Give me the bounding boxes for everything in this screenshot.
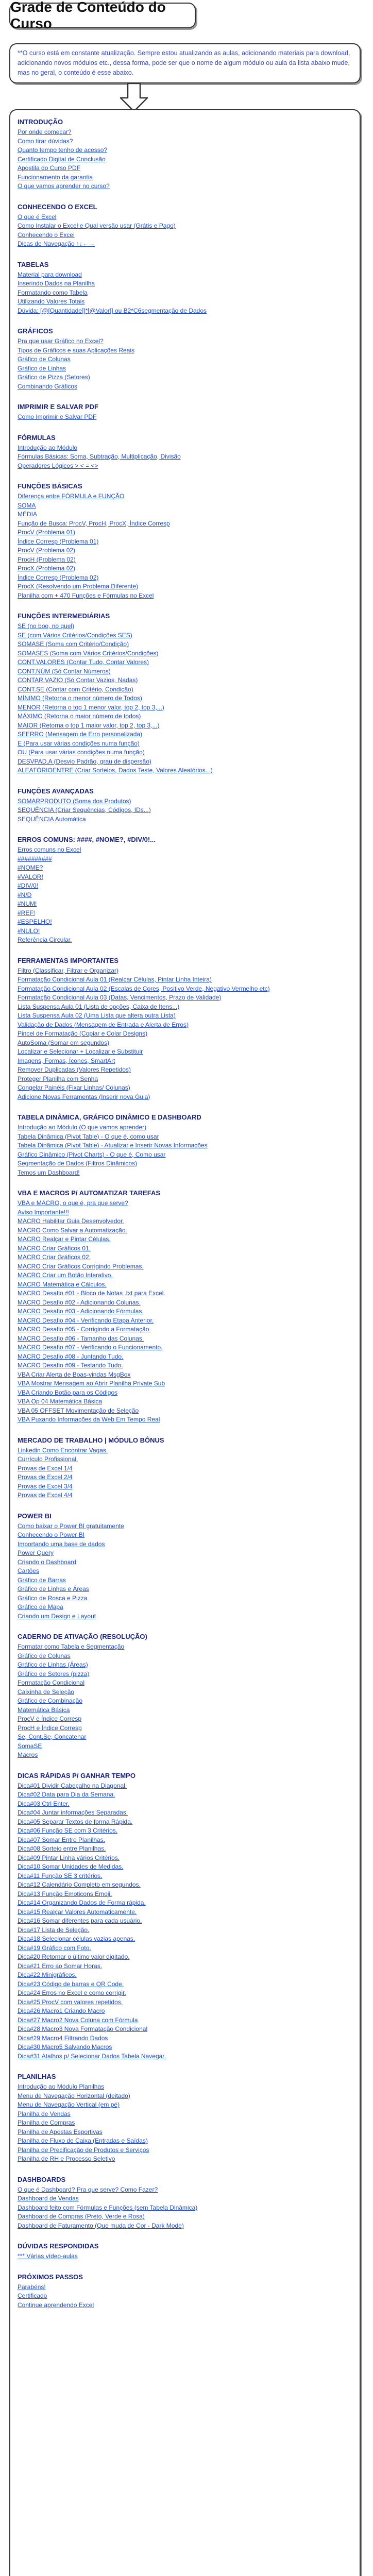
lesson-link[interactable]: ALEATÓRIOENTRE (Criar Sorteios, Dados Teste, Valores Aleatórios...) bbox=[18, 767, 213, 774]
outline-section bbox=[18, 1189, 352, 1425]
lesson-link[interactable]: Dica#22 Minigráficos. bbox=[18, 1971, 77, 1978]
lesson-link[interactable]: Formatação Condicional bbox=[18, 1679, 85, 1686]
lesson-link[interactable]: Provas de Excel 1/4 bbox=[18, 1464, 73, 1472]
lesson-link[interactable]: CONT.SE (Contar com Critério, Condição) bbox=[18, 685, 133, 693]
outline-section bbox=[18, 956, 352, 1102]
lesson-link[interactable]: Certificado bbox=[18, 2292, 47, 2299]
lesson-link[interactable]: Dashboard de Compras (Preto, Verde e Rosa) bbox=[18, 2213, 145, 2220]
intro-note: **O curso está em constante atualização. Sempre estou atualizando as aulas, adicionando materiais para download, adicionando novos módulos etc., dessa forma, pode ser que o nome de algum módulo ou aula da lista abaixo mude, mas no geral, o conteúdo é esse abaixo. bbox=[9, 43, 361, 83]
lesson-link[interactable]: #N/D bbox=[18, 891, 32, 899]
section-title: FUNÇÕES BÁSICAS bbox=[18, 482, 82, 490]
lesson-link[interactable]: Dica#15 Realçar Valores Automaticamente. bbox=[18, 1908, 137, 1916]
lesson-link[interactable]: O que é Dashboard? Pra que serve? Como Fazer? bbox=[18, 2185, 158, 2193]
lesson-link[interactable]: Dica#05 Separar Textos de forma Rápida. bbox=[18, 1818, 133, 1825]
lesson-link[interactable]: Dica#26 Macro1 Criando Macro bbox=[18, 2007, 105, 2014]
section-title: POWER BI bbox=[18, 1512, 52, 1520]
lesson-link[interactable]: Certificado Digital de Conclusão bbox=[18, 155, 106, 163]
lesson-link[interactable]: Dashboard de Faturamento (Que muda de Cor - Dark Mode) bbox=[18, 2222, 184, 2229]
lesson-link[interactable]: Dica#30 Macro5 Salvando Macros bbox=[18, 2043, 112, 2050]
outline-section bbox=[18, 2175, 352, 2231]
lesson-link[interactable]: CONT.NÚM (Só Contar Números) bbox=[18, 667, 111, 675]
lesson-link[interactable]: Localizar e Selecionar + Localizar e Substituir bbox=[18, 1048, 143, 1055]
lesson-link[interactable]: Utilizando Valores Totais bbox=[18, 298, 85, 305]
lesson-link[interactable]: MACRO Matemática e Cálculos. bbox=[18, 1280, 107, 1288]
lesson-link[interactable]: SomaSE bbox=[18, 1742, 42, 1750]
lesson-link[interactable]: Gráfico de Rosca e Pizza bbox=[18, 1594, 88, 1602]
section-title: GRÁFICOS bbox=[18, 327, 53, 335]
lesson-link[interactable]: VBA Op 04 Matemática Básica bbox=[18, 1398, 103, 1405]
lesson-link[interactable]: Operadores Lógicos > < = <> bbox=[18, 462, 98, 469]
outline-section bbox=[18, 1436, 352, 1500]
lesson-link[interactable]: #DIV/0! bbox=[18, 882, 39, 889]
lesson-link[interactable]: Índice Corresp (Problema 02) bbox=[18, 573, 99, 581]
section-title: PLANILHAS bbox=[18, 2073, 56, 2080]
lesson-link[interactable]: Parabéns! bbox=[18, 2283, 46, 2291]
section-title: INTRODUÇÃO bbox=[18, 118, 63, 126]
lesson-link[interactable]: Dica#10 Somar Unidades de Medidas. bbox=[18, 1863, 124, 1870]
section-title: IMPRIMIR E SALVAR PDF bbox=[18, 403, 98, 411]
lesson-link[interactable]: Dica#13 Função Emoticons Emoji. bbox=[18, 1890, 112, 1897]
lesson-link[interactable]: Linkedin Como Encontrar Vagas. bbox=[18, 1446, 108, 1454]
lesson-link[interactable]: Gráfico de Colunas bbox=[18, 355, 71, 363]
outline-section bbox=[18, 2242, 352, 2261]
lesson-link[interactable]: Gráfico de Barras bbox=[18, 1576, 66, 1584]
lesson-link[interactable]: Introdução ao Módulo bbox=[18, 444, 78, 451]
section-title: FUNÇÕES AVANÇADAS bbox=[18, 787, 94, 795]
lesson-link[interactable]: MENOR (Retorna o top 1 menor valor, top 2, top 3,...) bbox=[18, 703, 164, 711]
lesson-link[interactable]: MACRO Criar Gráficos 02. bbox=[18, 1253, 91, 1261]
outline-section bbox=[18, 327, 352, 391]
lesson-link[interactable]: Formatar como Tabela e Segmentação bbox=[18, 1643, 125, 1650]
lesson-link[interactable]: Gráfico de Setores (pizza) bbox=[18, 1670, 90, 1677]
lesson-link[interactable]: MÁXIMO (Retorna o maior número de todos) bbox=[18, 713, 141, 720]
lesson-link[interactable]: CONT.VALORES (Contar Tudo, Contar Valores) bbox=[18, 658, 149, 666]
outline-section bbox=[18, 1512, 352, 1621]
lesson-link[interactable]: Dashboard feito com Fórmulas e Funções (sem Tabela Dinâmica) bbox=[18, 2204, 198, 2211]
lesson-link[interactable]: Matemática Básica bbox=[18, 1706, 70, 1714]
lesson-link[interactable]: VBA 05 OFFSET Movimentação de Seleção bbox=[18, 1406, 139, 1414]
lesson-link[interactable]: CONTAR.VAZIO (Só Contar Vazios, Nadas) bbox=[18, 676, 138, 684]
outline-section bbox=[18, 433, 352, 471]
lesson-link[interactable]: Criando o Dashboard bbox=[18, 1558, 77, 1566]
lesson-link[interactable]: O que vamos aprender no curso? bbox=[18, 182, 110, 190]
lesson-link[interactable]: Combinando Gráficos bbox=[18, 382, 78, 390]
lesson-link[interactable]: Como Instalar o Excel e Qual versão usar (Grátis e Pago) bbox=[18, 222, 176, 229]
lesson-link[interactable]: MACRO Como Salvar a Automatização. bbox=[18, 1226, 127, 1234]
lesson-link[interactable]: SOMASES (Soma com Vários Critérios/Condições) bbox=[18, 649, 159, 657]
outline-section bbox=[18, 1632, 352, 1760]
lesson-link[interactable]: Planilha de RH e Processo Seletivo bbox=[18, 2155, 115, 2162]
lesson-link[interactable]: Continue aprendendo Excel bbox=[18, 2301, 94, 2309]
lesson-link[interactable]: Cartões bbox=[18, 1567, 40, 1574]
outline-section bbox=[18, 117, 352, 191]
lesson-link[interactable]: Formatação Condicional Aula 03 (Datas, Vencimentos, Prazo de Validade) bbox=[18, 994, 222, 1001]
lesson-link[interactable]: SEERRO (Mensagem de Erro personalizada) bbox=[18, 731, 143, 738]
lesson-link[interactable]: Conhecendo o Power BI bbox=[18, 1531, 85, 1538]
lesson-link[interactable]: Dica#17 Lista de Seleção. bbox=[18, 1926, 90, 1934]
lesson-link[interactable]: Tipos de Gráficos e suas Aplicações Reais bbox=[18, 346, 134, 354]
lesson-link[interactable]: Dica#07 Somar Entre Planilhas. bbox=[18, 1836, 106, 1843]
lesson-link[interactable]: VBA Puxando Informações da Web Em Tempo Real bbox=[18, 1416, 160, 1423]
lesson-link[interactable]: Como Imprimir e Salvar PDF bbox=[18, 413, 97, 420]
lesson-link[interactable]: Proteger Planilha com Senha bbox=[18, 1075, 98, 1082]
course-outline bbox=[9, 109, 361, 2576]
lesson-link[interactable]: Imagens, Formas, Ícones, SmartArt bbox=[18, 1057, 115, 1064]
lesson-link[interactable]: Dica#14 Organizando Dados de Forma rápida. bbox=[18, 1899, 146, 1906]
section-title: ERROS COMUNS: ####, #NOME?, #DIV/0!... bbox=[18, 836, 156, 843]
lesson-link[interactable]: Dica#01 Dividir Cabeçalho na Diagonal. bbox=[18, 1782, 127, 1789]
lesson-link[interactable]: Dica#24 Erros no Excel e como corrigir. bbox=[18, 1989, 126, 1996]
lesson-link[interactable]: MACRO Desafio #06 - Tamanho das Colunas. bbox=[18, 1334, 144, 1342]
lesson-link[interactable]: Dúvida: [@[Quantidade]]*[@Valor]] ou B2*C6segmentação de Dados bbox=[18, 307, 207, 314]
lesson-link[interactable]: #NUM! bbox=[18, 900, 37, 907]
lesson-link[interactable]: SOMARPRODUTO (Soma dos Produtos) bbox=[18, 797, 131, 805]
lesson-link[interactable]: Tabela Dinâmica (Pivot Table) - O que é, como usar bbox=[18, 1132, 159, 1140]
lesson-link[interactable]: Planilha de Vendas bbox=[18, 2110, 71, 2117]
lesson-link[interactable]: Planilha com + 470 Funções e Fórmulas no Excel bbox=[18, 591, 154, 599]
lesson-link[interactable]: MACRO Desafio #09 - Testando Tudo. bbox=[18, 1362, 123, 1369]
lesson-link[interactable]: VBA Criar Alerta de Boas-vindas MsgBox bbox=[18, 1370, 131, 1378]
lesson-link[interactable]: Função de Busca: ProcV, ProcH, ProcX, Índice Corresp bbox=[18, 519, 170, 527]
lesson-link[interactable]: Dica#19 Gráfico com Foto. bbox=[18, 1944, 91, 1952]
lesson-link[interactable]: Adicione Novas Ferramentas (Inserir nova Guia) bbox=[18, 1093, 150, 1100]
lesson-link[interactable]: Dica#04 Juntar informações Separadas. bbox=[18, 1809, 128, 1816]
lesson-link[interactable]: Dica#23 Código de barras e QR Code. bbox=[18, 1980, 124, 1988]
section-title: DASHBOARDS bbox=[18, 2175, 66, 2183]
lesson-link[interactable]: ProcX (Problema 02) bbox=[18, 565, 76, 572]
lesson-link[interactable]: MACRO Desafio #04 - Verificando Etapa Anterior. bbox=[18, 1316, 154, 1324]
lesson-link[interactable]: Apostila do Curso PDF bbox=[18, 164, 81, 172]
lesson-link[interactable]: Gráfico de Linhas (Áreas) bbox=[18, 1661, 88, 1668]
lesson-link[interactable]: Planilha de Precificação de Produtos e Serviços bbox=[18, 2146, 149, 2154]
lesson-link[interactable]: VBA Criando Botão para os Códigos bbox=[18, 1388, 118, 1396]
lesson-link[interactable]: Dica#28 Macro3 Nova Formatação Condicional bbox=[18, 2025, 148, 2032]
lesson-link[interactable]: Funcionamento da garantia bbox=[18, 173, 93, 181]
lesson-link[interactable]: Planilha de Compras bbox=[18, 2119, 75, 2126]
lesson-link[interactable]: MACRO Desafio #02 - Adicionando Colunas. bbox=[18, 1298, 141, 1306]
section-title: CONHECENDO O EXCEL bbox=[18, 202, 97, 211]
lesson-link[interactable]: AutoSoma (Somar em segundos) bbox=[18, 1039, 110, 1046]
lesson-link[interactable]: Planilha de Apostas Esportivas bbox=[18, 2128, 103, 2136]
lesson-link[interactable]: ########## bbox=[18, 855, 52, 862]
lesson-link[interactable]: Dica#03 Ctrl Enter. bbox=[18, 1800, 70, 1807]
lesson-link[interactable]: MACRO Desafio #01 - Bloco de Notas .txt para Excel. bbox=[18, 1290, 165, 1297]
lesson-link[interactable]: Gráfico de Linhas bbox=[18, 364, 66, 372]
section-title: DICAS RÁPIDAS P/ GANHAR TEMPO bbox=[18, 1771, 135, 1780]
section-title: MERCADO DE TRABALHO | MÓDULO BÔNUS bbox=[18, 1436, 164, 1444]
lesson-link[interactable]: Índice Corresp (Problema 01) bbox=[18, 537, 99, 545]
section-title: PRÓXIMOS PASSOS bbox=[18, 2273, 83, 2281]
lesson-link[interactable]: #NULO! bbox=[18, 927, 40, 935]
lesson-link[interactable]: Dica#08 Sorteio entre Planilhas. bbox=[18, 1845, 106, 1852]
lesson-link[interactable]: Planilha de Fluxo de Caixa (Entradas e Saídas) bbox=[18, 2137, 148, 2144]
outline-section bbox=[18, 787, 352, 824]
down-arrow-icon bbox=[118, 82, 149, 112]
lesson-link[interactable]: SEQUÊNCIA Automática bbox=[18, 815, 86, 823]
outline-section bbox=[18, 202, 352, 249]
lesson-link[interactable]: Power Query bbox=[18, 1549, 54, 1556]
section-title: VBA E MACROS P/ AUTOMATIZAR TAREFAS bbox=[18, 1189, 161, 1197]
lesson-link[interactable]: Se, Cont.Se, Concatenar bbox=[18, 1733, 87, 1740]
lesson-link[interactable]: Menu de Navegação Horizontal (deitado) bbox=[18, 2092, 130, 2099]
lesson-link[interactable]: Dica#18 Selecionar células vazias apenas. bbox=[18, 1935, 135, 1942]
lesson-link[interactable]: Importando uma base de dados bbox=[18, 1540, 105, 1548]
lesson-link[interactable]: Congelar Painéis (Fixar Linhas/ Colunas) bbox=[18, 1084, 130, 1091]
lesson-link[interactable]: Provas de Excel 3/4 bbox=[18, 1482, 73, 1490]
lesson-link[interactable]: Segmentação de Dados (Filtros Dinâmicos) bbox=[18, 1160, 138, 1167]
lesson-link[interactable]: Inserindo Dados na Planilha bbox=[18, 280, 95, 287]
outline-section bbox=[18, 835, 352, 945]
lesson-link[interactable]: Pra que usar Gráfico no Excel? bbox=[18, 337, 104, 345]
lesson-link[interactable]: Material para download bbox=[18, 270, 82, 278]
lesson-link[interactable]: #NOME? bbox=[18, 864, 43, 871]
lesson-link[interactable]: ProcH e Índice Corresp bbox=[18, 1724, 82, 1732]
lesson-link[interactable]: DESVPAD.A (Desvio Padrão, grau de dispersão) bbox=[18, 757, 151, 765]
lesson-link[interactable]: Dica#06 Função SE com 3 Critérios. bbox=[18, 1827, 118, 1834]
lesson-link[interactable]: Conhecendo o Excel bbox=[18, 231, 75, 239]
lesson-link[interactable]: #VALOR! bbox=[18, 873, 43, 880]
lesson-link[interactable]: MACRO Criar Gráficos Corrigindo Problemas. bbox=[18, 1262, 144, 1270]
section-title: FÓRMULAS bbox=[18, 433, 56, 442]
lesson-link[interactable]: *** Várias vídeo-aulas bbox=[18, 2252, 78, 2260]
outline-section bbox=[18, 482, 352, 600]
lesson-link[interactable]: Formatação Condicional Aula 01 (Realçar Células, Pintar Linha Inteira) bbox=[18, 976, 212, 983]
lesson-link[interactable]: Provas de Excel 4/4 bbox=[18, 1492, 73, 1499]
lesson-link[interactable]: OU (Para usar várias condições numa função) bbox=[18, 749, 145, 756]
lesson-link[interactable]: Erros comuns no Excel bbox=[18, 846, 81, 853]
lesson-link[interactable]: Dica#25 ProcV com valores repetidos. bbox=[18, 1998, 123, 2006]
outline-section bbox=[18, 612, 352, 775]
lesson-link[interactable]: Dica#29 Macro4 Filtrando Dados bbox=[18, 2034, 108, 2042]
lesson-link[interactable]: MACRO Realçar e Pintar Células. bbox=[18, 1235, 111, 1243]
lesson-link[interactable]: Lista Suspensa Aula 02 (Uma Lista que altera outra Lista) bbox=[18, 1012, 176, 1019]
lesson-link[interactable]: Dica#12 Calendário Completo em segundos. bbox=[18, 1881, 141, 1888]
lesson-link[interactable]: Introdução ao Módulo Planilhas bbox=[18, 2083, 105, 2090]
lesson-link[interactable]: Quanto tempo tenho de acesso? bbox=[18, 146, 108, 154]
lesson-link[interactable]: Caixinha de Seleção bbox=[18, 1688, 75, 1696]
lesson-link[interactable]: Fórmulas Básicas: Soma, Subtração, Multiplicação, Divisão bbox=[18, 453, 181, 460]
lesson-link[interactable]: SE (com Vários Critérios/Condições SES) bbox=[18, 631, 132, 639]
lesson-link[interactable]: Gráfico de Colunas bbox=[18, 1652, 71, 1659]
lesson-link[interactable]: Menu de Navegação Vertical (em pé) bbox=[18, 2101, 120, 2108]
lesson-link[interactable]: MACRO Desafio #08 - Juntando Tudo. bbox=[18, 1352, 124, 1360]
section-title: FERRAMENTAS IMPORTANTES bbox=[18, 956, 118, 964]
lesson-link[interactable]: Formatação Condicional Aula 02 (Escalas de Cores, Positivo Verde, Negativo Vermelho etc) bbox=[18, 985, 270, 992]
lesson-link[interactable]: Temos um Dashboard! bbox=[18, 1168, 80, 1176]
lesson-link[interactable]: Gráfico de Combinação bbox=[18, 1697, 83, 1704]
lesson-link[interactable]: MAIOR (Retorna o top 1 maior valor, top 2, top 3,...) bbox=[18, 721, 160, 729]
section-title: CADERNO DE ATIVAÇÃO (RESOLUÇÃO) bbox=[18, 1633, 147, 1640]
lesson-link[interactable]: Dica#16 Somar diferentes para cada usuário. bbox=[18, 1917, 142, 1924]
lesson-link[interactable]: MACRO Habilitar Guia Desenvolvedor. bbox=[18, 1217, 124, 1225]
lesson-link[interactable]: VBA e MACRO, o que é, pra que serve? bbox=[18, 1199, 128, 1207]
lesson-link[interactable]: Dica#20 Retornar o último valor digitado. bbox=[18, 1953, 130, 1960]
outline-section bbox=[18, 1771, 352, 2061]
lesson-link[interactable]: MACRO Desafio #07 - Verificando o Funcionamento. bbox=[18, 1344, 163, 1351]
lesson-link[interactable]: ProcV (Problema 01) bbox=[18, 529, 76, 536]
lesson-link[interactable]: Dashboard de Vendas bbox=[18, 2195, 79, 2202]
lesson-link[interactable]: SOMA bbox=[18, 501, 36, 509]
lesson-link[interactable]: Dica#11 Função SE 3 critérios. bbox=[18, 1872, 103, 1879]
lesson-link[interactable]: Dica#27 Macro2 Nova Coluna com Fórmula bbox=[18, 2016, 138, 2024]
lesson-link[interactable]: Introdução ao Módulo (O que vamos aprender) bbox=[18, 1124, 147, 1131]
lesson-link[interactable]: Referência Circular. bbox=[18, 936, 72, 943]
outline-section bbox=[18, 260, 352, 316]
lesson-link[interactable]: Gráfico Dinâmico (Pivot Charts) - O que é, Como usar bbox=[18, 1150, 166, 1158]
lesson-link[interactable]: ProcV e Índice Corresp bbox=[18, 1715, 82, 1722]
lesson-link[interactable]: E (Para usar várias condições numa função) bbox=[18, 739, 140, 747]
lesson-link[interactable]: Lista Suspensa Aula 01 (Lista de opções, Caixa de Itens...) bbox=[18, 1003, 180, 1010]
lesson-link[interactable]: Diferença entre FÓRMULA e FUNÇÃO bbox=[18, 493, 125, 500]
lesson-link[interactable]: MACRO Desafio #03 - Adicionando Fórmulas. bbox=[18, 1308, 144, 1315]
lesson-link[interactable]: ProcH (Problema 02) bbox=[18, 555, 76, 563]
lesson-link[interactable]: Gráfico de Mapa bbox=[18, 1603, 63, 1611]
lesson-link[interactable]: Aviso Importante!!! bbox=[18, 1208, 69, 1216]
lesson-link[interactable]: SE (no boo, no quel) bbox=[18, 622, 75, 630]
lesson-link[interactable]: Tabela Dinâmica (Pivot Table) - Atualizar e Inserir Novas Informações bbox=[18, 1142, 208, 1149]
lesson-link[interactable]: Dicas de Navegação ↑↓←→ bbox=[18, 240, 95, 247]
lesson-link[interactable]: MACRO Criar um Botão Interativo. bbox=[18, 1272, 113, 1279]
lesson-link[interactable]: MÍNIMO (Retorna o menor número de Todos) bbox=[18, 694, 142, 702]
lesson-link[interactable]: Currículo Profissional. bbox=[18, 1455, 78, 1463]
lesson-link[interactable]: Gráfico de Linhas e Áreas bbox=[18, 1585, 89, 1592]
lesson-link[interactable]: Validação de Dados (Mensagem de Entrada e Alerta de Erros) bbox=[18, 1021, 189, 1028]
lesson-link[interactable]: Pincel de Formatação (Copiar e Colar Designs) bbox=[18, 1030, 148, 1037]
lesson-link[interactable]: Provas de Excel 2/4 bbox=[18, 1473, 73, 1481]
lesson-link[interactable]: Por onde começar? bbox=[18, 128, 72, 135]
lesson-link[interactable]: Gráfico de Pizza (Setores) bbox=[18, 374, 90, 381]
lesson-link[interactable]: O que é Excel bbox=[18, 213, 57, 221]
lesson-link[interactable]: SEQUÊNCIA (Criar Sequências, Códigos, IDs...) bbox=[18, 806, 151, 814]
lesson-link[interactable]: ProcX (Resolvendo um Problema Diferente) bbox=[18, 583, 139, 590]
outline-section bbox=[18, 402, 352, 422]
lesson-link[interactable]: MACRO Desafio #05 - Corrigindo a Formatação. bbox=[18, 1326, 151, 1333]
lesson-link[interactable]: MÉDIA bbox=[18, 511, 38, 518]
lesson-link[interactable]: Dica#09 Pintar Linha vários Critérios. bbox=[18, 1854, 120, 1861]
lesson-link[interactable]: Dica#21 Erro ao Somar Horas. bbox=[18, 1962, 103, 1970]
lesson-link[interactable]: Filtro (Classificar, Filtrar e Organizar) bbox=[18, 967, 119, 974]
lesson-link[interactable]: #REF! bbox=[18, 909, 36, 917]
lesson-link[interactable]: Dica#02 Data para Dia da Semana. bbox=[18, 1791, 115, 1798]
lesson-link[interactable]: Macros bbox=[18, 1751, 38, 1758]
section-title: TABELAS bbox=[18, 260, 49, 268]
outline-section bbox=[18, 1113, 352, 1177]
outline-section bbox=[18, 2072, 352, 2164]
lesson-link[interactable]: ProcV (Problema 02) bbox=[18, 547, 76, 554]
page-title: Grade de Conteúdo do Curso bbox=[9, 3, 196, 28]
section-title: FUNÇÕES INTERMEDIÁRIAS bbox=[18, 612, 110, 620]
lesson-link[interactable]: Formatando como Tabela bbox=[18, 289, 88, 296]
lesson-link[interactable]: Como tirar dúvidas? bbox=[18, 137, 73, 145]
lesson-link[interactable]: Remover Duplicadas (Valores Repetidos) bbox=[18, 1066, 131, 1073]
lesson-link[interactable]: Criando um Design e Layout bbox=[18, 1612, 96, 1620]
lesson-link[interactable]: VBA Mostrar Mensagem ao Abrir Planilha Private Sub bbox=[18, 1380, 165, 1387]
section-title: DÚVIDAS RESPONDIDAS bbox=[18, 2242, 99, 2250]
outline-section bbox=[18, 2273, 352, 2310]
lesson-link[interactable]: Dica#31 Atalhos p/ Selecionar Dados Tabela Navegar. bbox=[18, 2052, 166, 2060]
lesson-link[interactable]: #ESPELHO! bbox=[18, 918, 52, 925]
section-title: TABELA DINÂMICA, GRÁFICO DINÂMICO E DASHBOARD bbox=[18, 1113, 201, 1121]
lesson-link[interactable]: SOMASE (Soma com Critério/Condição) bbox=[18, 640, 129, 648]
lesson-link[interactable]: Como baixar o Power BI gratuitamente bbox=[18, 1522, 124, 1530]
lesson-link[interactable]: MACRO Criar Gráficos 01. bbox=[18, 1244, 91, 1252]
